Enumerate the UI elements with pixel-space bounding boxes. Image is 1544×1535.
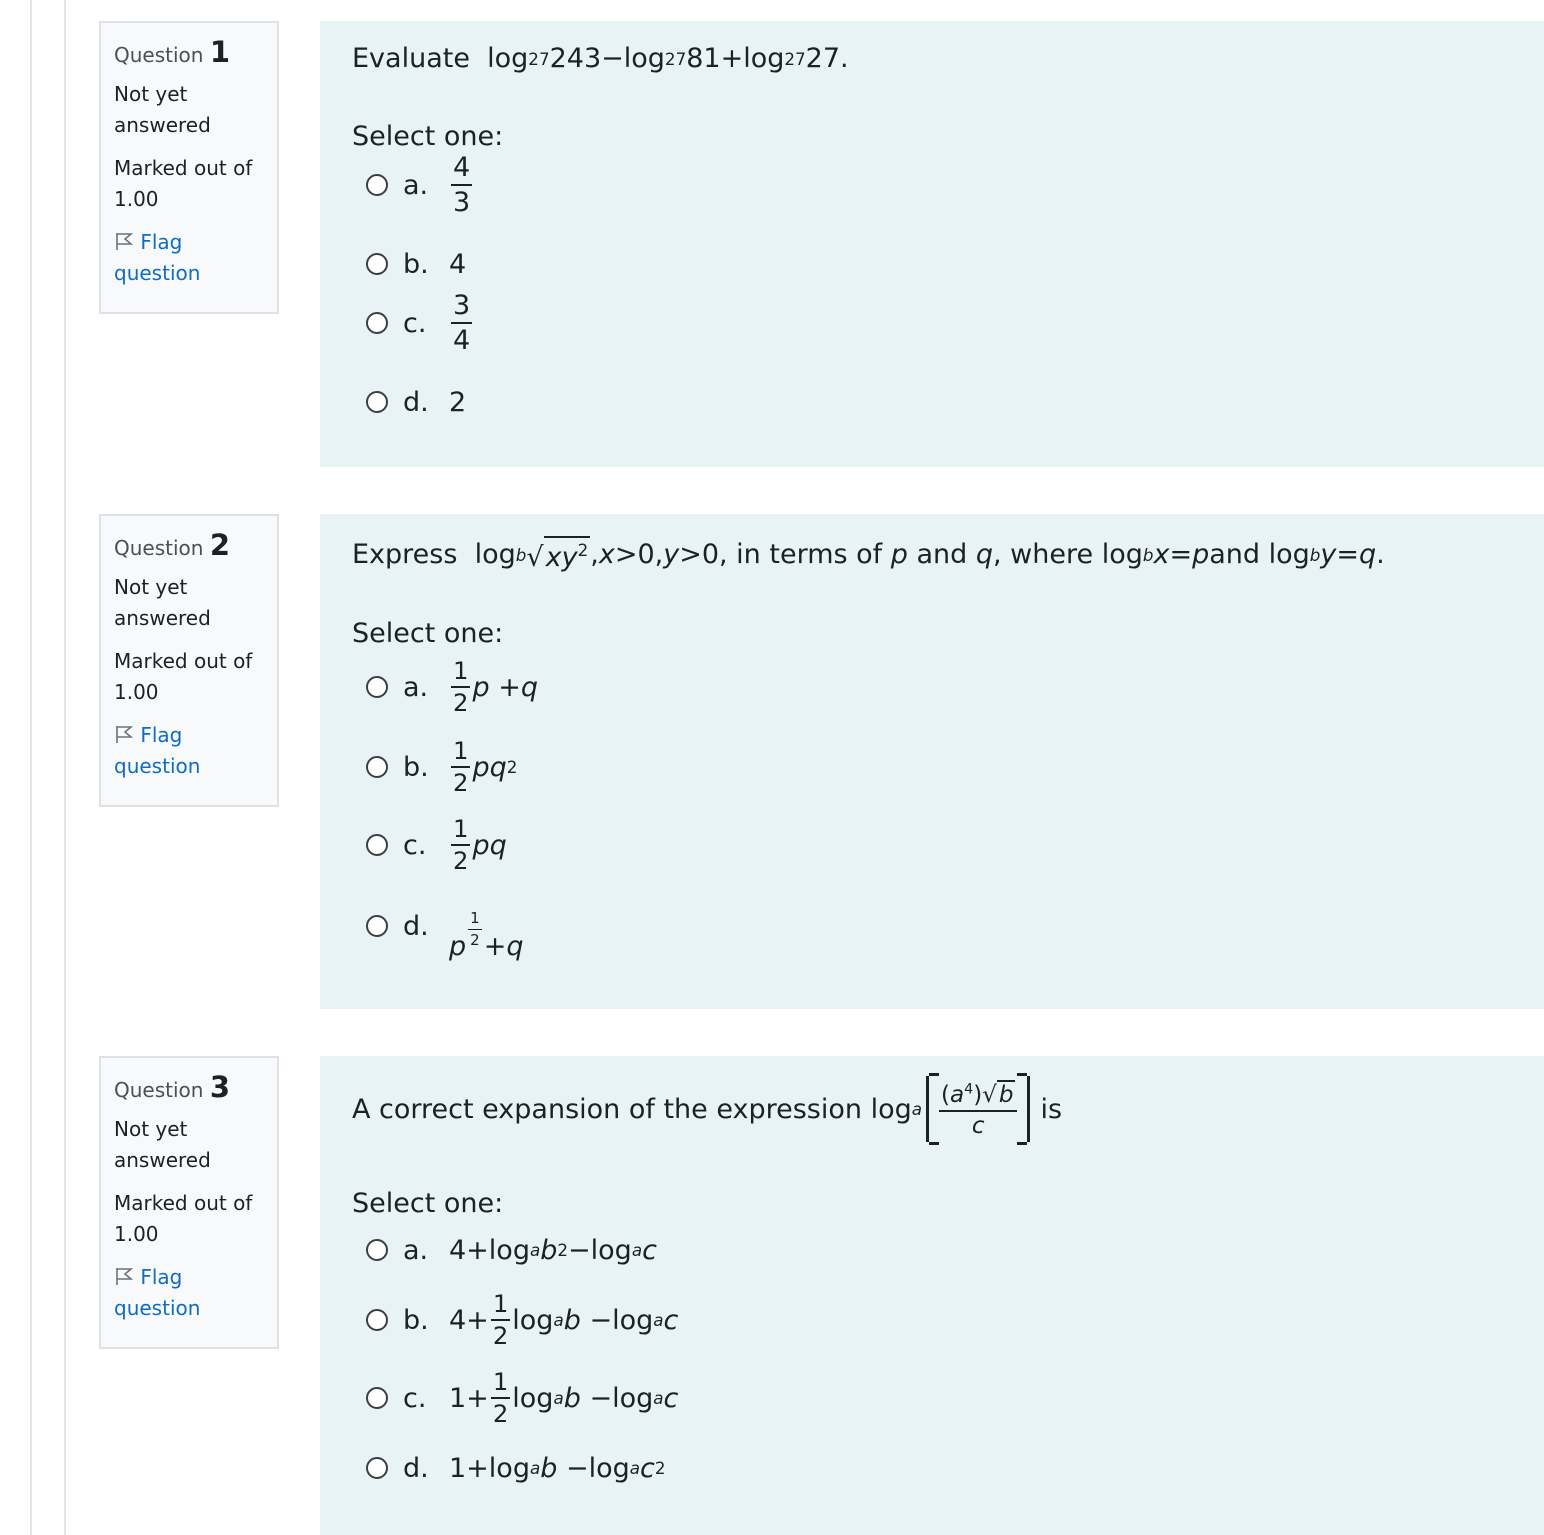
select-one-label: Select one: <box>352 121 504 152</box>
question-state: Not yet answered <box>114 1117 211 1172</box>
question-state: Not yet answered <box>114 82 211 137</box>
question-mark: Marked out of 1.00 <box>114 156 253 211</box>
option-a[interactable]: a. $\frac{4}{3}$ <box>366 165 474 205</box>
option-b[interactable]: b. 4+ $\frac{1}{2}$ log a b −log a c <box>366 1292 678 1348</box>
question-number: Question 1 <box>114 35 230 69</box>
question-number: Question 2 <box>114 528 230 562</box>
left-rail-inner <box>64 0 66 1535</box>
option-c[interactable]: c. 1+ $\frac{1}{2}$ log a b −log a c <box>366 1370 678 1426</box>
radio-button[interactable] <box>366 1309 388 1331</box>
flag-question-link[interactable]: Flag question <box>114 723 201 778</box>
flag-icon <box>114 1266 134 1286</box>
option-value: 4+ $\frac{1}{2}$ log a b −log a c <box>449 1288 679 1350</box>
option-d[interactable]: d. 2 <box>366 382 466 422</box>
question-text: Express log b √ $xy^2$ , x >0, y >0, in terms of p and q , where log b x = p and log b y = q . <box>352 536 1385 573</box>
select-one-label: Select one: <box>352 618 504 649</box>
question-3-content <box>320 1056 1544 1535</box>
question-text: A correct expansion of the expression log a $(a^4)√$ b c is <box>352 1076 1062 1142</box>
option-c[interactable]: c. $\frac{1}{2}$ pq <box>366 820 507 870</box>
radio-button[interactable] <box>366 391 388 413</box>
option-value: $\frac{4}{3}$ <box>453 152 471 218</box>
flag-icon <box>114 724 134 744</box>
option-a[interactable]: a. 4+log a b 2 −log a c <box>366 1230 657 1270</box>
option-value: 4 <box>449 248 467 280</box>
question-text: Evaluate log 27 243−log 27 81+log 27 27. <box>352 43 849 74</box>
left-rail <box>30 0 32 1535</box>
option-b[interactable]: b. 4 <box>366 244 466 284</box>
option-value: $\frac{3}{4}$ <box>453 290 471 356</box>
question-1-info <box>99 21 279 314</box>
question-state: Not yet answered <box>114 575 211 630</box>
option-value: $\frac{1}{2}$ p + q <box>453 655 538 717</box>
flag-question-link[interactable]: Flag question <box>114 230 201 285</box>
question-expression: log a $(a^4)√$ b c <box>862 1076 1034 1142</box>
question-3-info <box>99 1056 279 1349</box>
option-d[interactable]: d. p $\frac{1}{2}$ + q <box>366 898 523 954</box>
option-value: 1+log a b −log a c 2 <box>449 1452 666 1484</box>
question-expression: log 27 243−log 27 81+log 27 27. <box>478 43 849 74</box>
select-one-label: Select one: <box>352 1188 504 1219</box>
radio-button[interactable] <box>366 253 388 275</box>
question-mark: Marked out of 1.00 <box>114 1191 253 1246</box>
question-2-content <box>320 514 1544 1009</box>
radio-button[interactable] <box>366 312 388 334</box>
radio-button[interactable] <box>366 1457 388 1479</box>
option-value: 1+ $\frac{1}{2}$ log a b −log a c <box>449 1366 679 1428</box>
option-b[interactable]: b. $\frac{1}{2}$ pq 2 <box>366 742 517 792</box>
radio-button[interactable] <box>366 756 388 778</box>
option-value: $\frac{1}{2}$ pq <box>453 813 507 875</box>
radio-button[interactable] <box>366 1239 388 1261</box>
radio-button[interactable] <box>366 174 388 196</box>
radio-button[interactable] <box>366 834 388 856</box>
option-value: 2 <box>449 386 467 418</box>
radio-button[interactable] <box>366 1387 388 1409</box>
option-value: p $\frac{1}{2}$ + q <box>449 908 524 962</box>
question-mark: Marked out of 1.00 <box>114 649 253 704</box>
question-number: Question 3 <box>114 1070 230 1104</box>
flag-icon <box>114 231 134 251</box>
radio-button[interactable] <box>366 676 388 698</box>
option-a[interactable]: a. $\frac{1}{2}$ p + q <box>366 662 538 712</box>
question-2-info <box>99 514 279 807</box>
option-value: $\frac{1}{2}$ pq 2 <box>453 735 518 797</box>
option-value: 4+log a b 2 −log a c <box>449 1234 657 1266</box>
question-1-content <box>320 21 1544 467</box>
flag-question-link[interactable]: Flag question <box>114 1265 201 1320</box>
option-d[interactable]: d. 1+log a b −log a c 2 <box>366 1448 666 1488</box>
question-expression: log b √ $xy^2$ , x >0, y >0, in terms of p and q , where log b x = p and log b y = q . <box>466 536 1385 573</box>
radio-button[interactable] <box>366 915 388 937</box>
option-c[interactable]: c. $\frac{3}{4}$ <box>366 303 474 343</box>
